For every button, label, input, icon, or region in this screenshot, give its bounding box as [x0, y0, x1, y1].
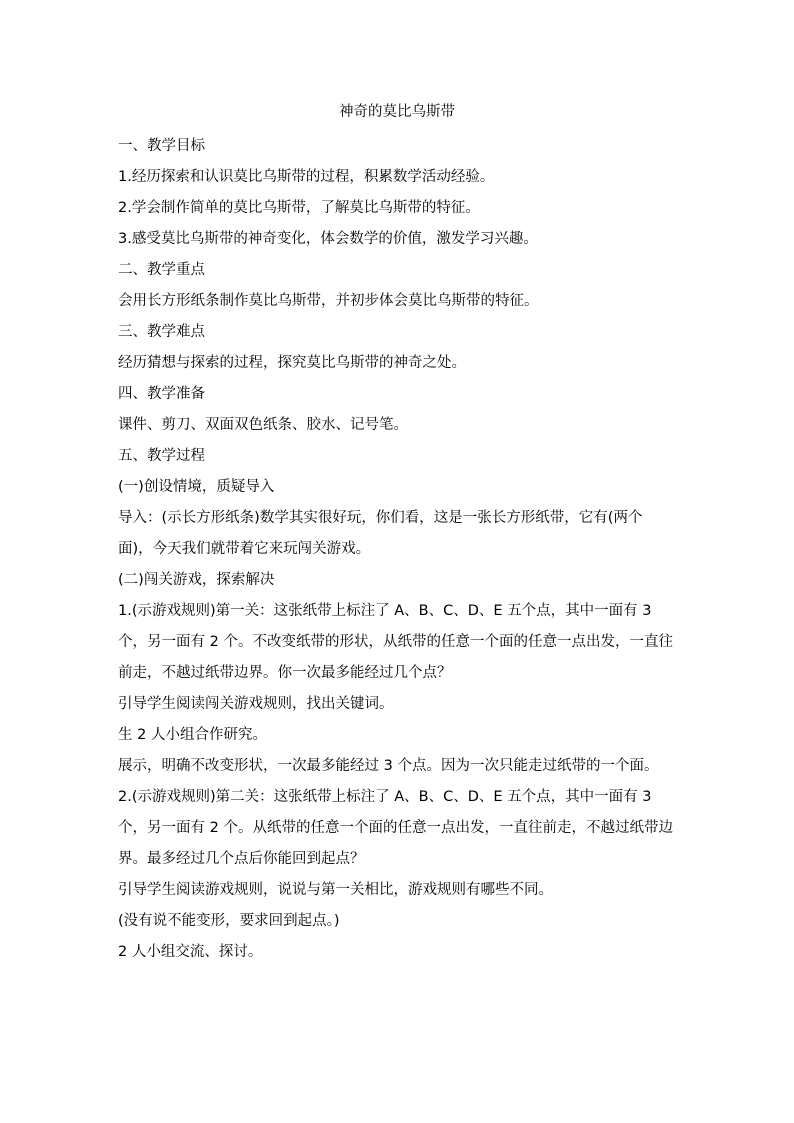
- level-one-rules: 1.(示游戏规则)第一关：这张纸带上标注了 A、B、C、D、E 五个点，其中一面有 3 个，另一面有 2 个。不改变纸带的形状，从纸带的任意一个面的任意一点出发，一直往前走，不越过纸带边界。你一次最多能经过几个点？: [118, 603, 673, 681]
- objective-item-1: 1.经历探索和认识莫比乌斯带的过程，积累数学活动经验。: [118, 169, 495, 185]
- section-heading-process: 五、教学过程: [118, 448, 205, 464]
- document-title: 神奇的莫比乌斯带: [339, 104, 455, 120]
- section-heading-difficulties: 三、教学难点: [118, 324, 205, 340]
- level-one-conclusion: 展示，明确不改变形状，一次最多能经过 3 个点。因为一次只能走过纸带的一个面。: [118, 758, 659, 774]
- intro-paragraph: 导入：(示长方形纸条)数学其实很好玩，你们看，这是一张长方形纸带，它有(两个面)，今天我们就带着它来玩闯关游戏。: [118, 510, 643, 557]
- preparation-text: 课件、剪刀、双面双色纸条、胶水、记号笔。: [118, 417, 408, 433]
- subsection-heading-1: (一)创设情境，质疑导入: [118, 479, 275, 495]
- difficulties-text: 经历猜想与探索的过程，探究莫比乌斯带的神奇之处。: [118, 355, 466, 371]
- section-heading-objectives: 一、教学目标: [118, 138, 205, 154]
- level-two-rules: 2.(示游戏规则)第二关：这张纸带上标注了 A、B、C、D、E 五个点，其中一面有 3 个，另一面有 2 个。从纸带的任意一个面的任意一点出发，一直往前走，不越过纸带边界。最多经过几个点后你能回到起点？: [118, 789, 673, 867]
- level-two-note: (没有说不能变形，要求回到起点。): [118, 913, 340, 929]
- level-two-guidance: 引导学生阅读游戏规则，说说与第一关相比，游戏规则有哪些不同。: [118, 882, 553, 898]
- level-two-group-work: 2 人小组交流、探讨。: [118, 944, 263, 960]
- level-one-guidance: 引导学生阅读闯关游戏规则，找出关键词。: [118, 696, 394, 712]
- objective-item-3: 3.感受莫比乌斯带的神奇变化，体会数学的价值，激发学习兴趣。: [118, 231, 538, 247]
- section-heading-key-points: 二、教学重点: [118, 262, 205, 278]
- section-heading-preparation: 四、教学准备: [118, 386, 205, 402]
- level-one-group-work: 生 2 人小组合作研究。: [118, 727, 267, 743]
- key-points-text: 会用长方形纸条制作莫比乌斯带，并初步体会莫比乌斯带的特征。: [118, 293, 539, 309]
- objective-item-2: 2.学会制作简单的莫比乌斯带，了解莫比乌斯带的特征。: [118, 200, 480, 216]
- subsection-heading-2: (二)闯关游戏，探索解决: [118, 572, 275, 588]
